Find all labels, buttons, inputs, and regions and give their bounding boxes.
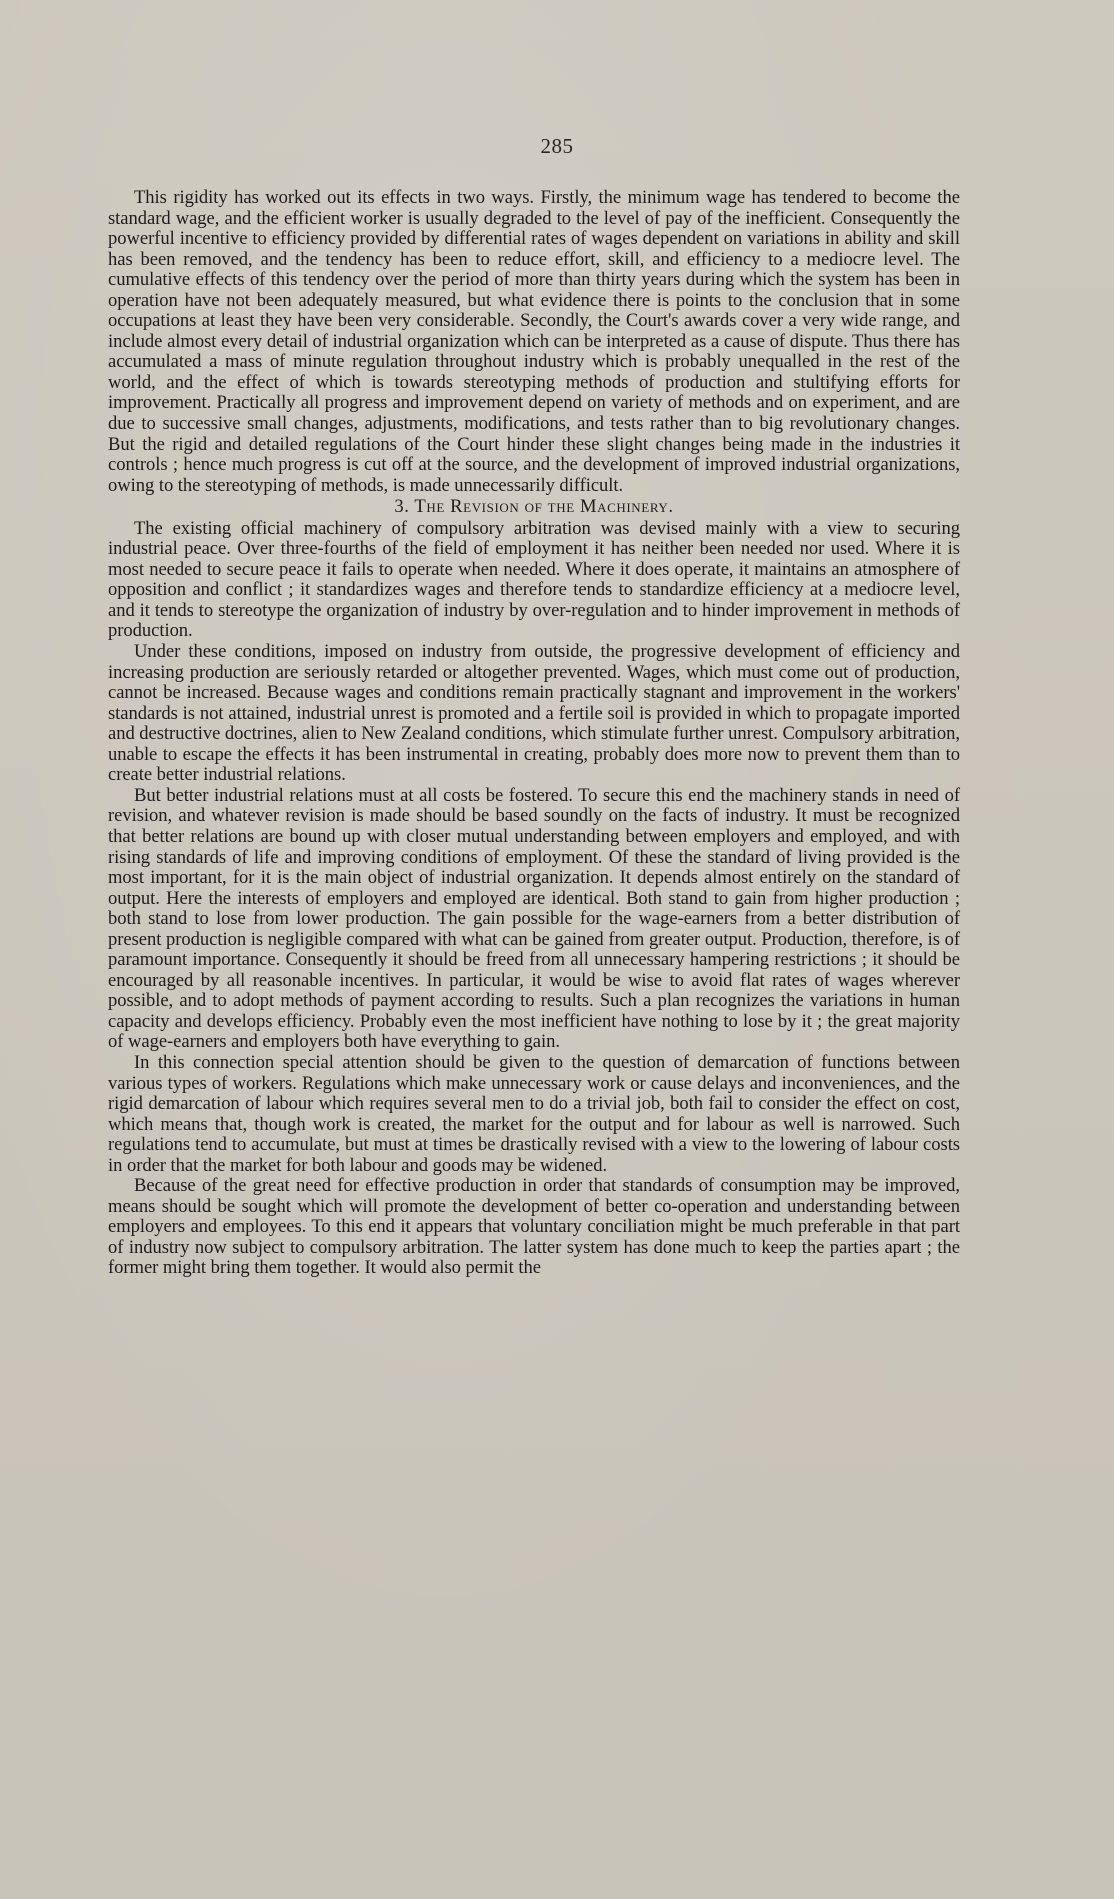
paragraph-voluntary-conciliation: Because of the great need for effective production in order that standards of consumption may be improved, means should be sought which will promote the development of better co-operation and understanding between employers and employees. To this end it appears that voluntary conciliation might be much preferable in that part of industry now subject to compulsory arbitration. The latter system has done much to keep the parties apart ; the former might bring them together. It would also permit the [108, 1175, 960, 1279]
paragraph-rigidity-effects: This rigidity has worked out its effects in two ways. Firstly, the minimum wage has tendered to become the standard wage, and the efficient worker is usually degraded to the level of pay of the inefficient. Consequently the powerful incentive to efficiency provided by differential rates of wages dependent on variations in ability and skill has been removed, and the tendency has been to reduce effort, skill, and efficiency to a mediocre level. The cumulative effects of this tendency over the period of more than thirty years during which the system has been in operation have not been adequately measured, but what evidence there is points to the conclusion that in some occupations at least they have been very considerable. Secondly, the Court's awards cover a very wide range, and include almost every detail of industrial organization which can be interpreted as a cause of dispute. Thus there has accumulated a mass of minute regulation throughout industry which is probably unequalled in the rest of the world, and the effect of which is towards stereotyping methods of production and stultifying efforts for improvement. Practically all progress and improvement depend on variety of methods and on experiment, and are due to successive small changes, adjustments, modifications, and tests rather than to big revolutionary changes. But the rigid and detailed regulations of the Court hinder these slight changes being made in the industries it controls ; hence much progress is cut off at the source, and the development of improved industrial organizations, owing to the stereotyping of methods, is made unnecessarily difficult. [108, 187, 960, 496]
page-number: 285 [540, 134, 574, 158]
section-heading: 3. The Revision of the Machinery. [394, 496, 674, 518]
body-text [108, 188, 960, 1279]
paragraph-demarcation: In this connection special attention should be given to the question of demarcation of functions between various types of workers. Regulations which make unnecessary work or cause delays and inconveniences, and the rigid demarcation of labour which requires several men to do a trivial job, both fail to consider the effect on cost, which means that, though work is created, the market for the output and for labour as well is narrowed. Such regulations tend to accumulate, but must at times be drastically revised with a view to the lowering of labour costs in order that the market for both labour and goods may be widened. [108, 1051, 960, 1176]
paragraph-imposed-conditions: Under these conditions, imposed on industry from outside, the progressive development of efficiency and increasing production are seriously retarded or altogether prevented. Wages, which must come out of production, cannot be increased. Because wages and conditions remain practically stagnant and improvement in the workers' standards is not attained, industrial unrest is promoted and a fertile soil is provided in which to propagate imported and destructive doctrines, alien to New Zealand conditions, which stimulate further unrest. Compulsory arbitration, unable to escape the effects it has been instrumental in creating, probably does more now to prevent them than to create better industrial relations. [108, 641, 960, 786]
paragraph-existing-machinery: The existing official machinery of compulsory arbitration was devised mainly with a view to securing industrial peace. Over three-fourths of the field of employment it has neither been needed nor used. Where it is most needed to secure peace it fails to operate when needed. Where it does operate, it maintains an atmosphere of opposition and conflict ; it standardizes wages and therefore tends to standardize efficiency at a mediocre level, and it tends to stereotype the organization of industry by over-regulation and to hinder improvement in methods of production. [108, 517, 960, 642]
paragraph-better-relations: But better industrial relations must at all costs be fostered. To secure this end the machinery stands in need of revision, and whatever revision is made should be based soundly on the facts of industry. It must be recognized that better relations are bound up with closer mutual understanding between employers and employed, and with rising standards of life and improving conditions of employment. Of these the standard of living provided is the most important, for it is the main object of industrial organization. It depends almost entirely on the standard of output. Here the interests of employers and employed are identical. Both stand to gain from higher production ; both stand to lose from lower production. The gain possible for the wage-earners from a better distribution of present production is negligible compared with what can be gained from greater output. Production, therefore, is of paramount importance. Consequently it should be freed from all unnecessary hampering restrictions ; it should be encouraged by all reasonable incentives. In particular, it would be wise to avoid flat rates of wages wherever possible, and to adopt methods of payment according to results. Such a plan recognizes the variations in human capacity and develops efficiency. Probably even the most inefficient have nothing to lose by it ; the great majority of wage-earners and employers both have everything to gain. [108, 784, 960, 1053]
